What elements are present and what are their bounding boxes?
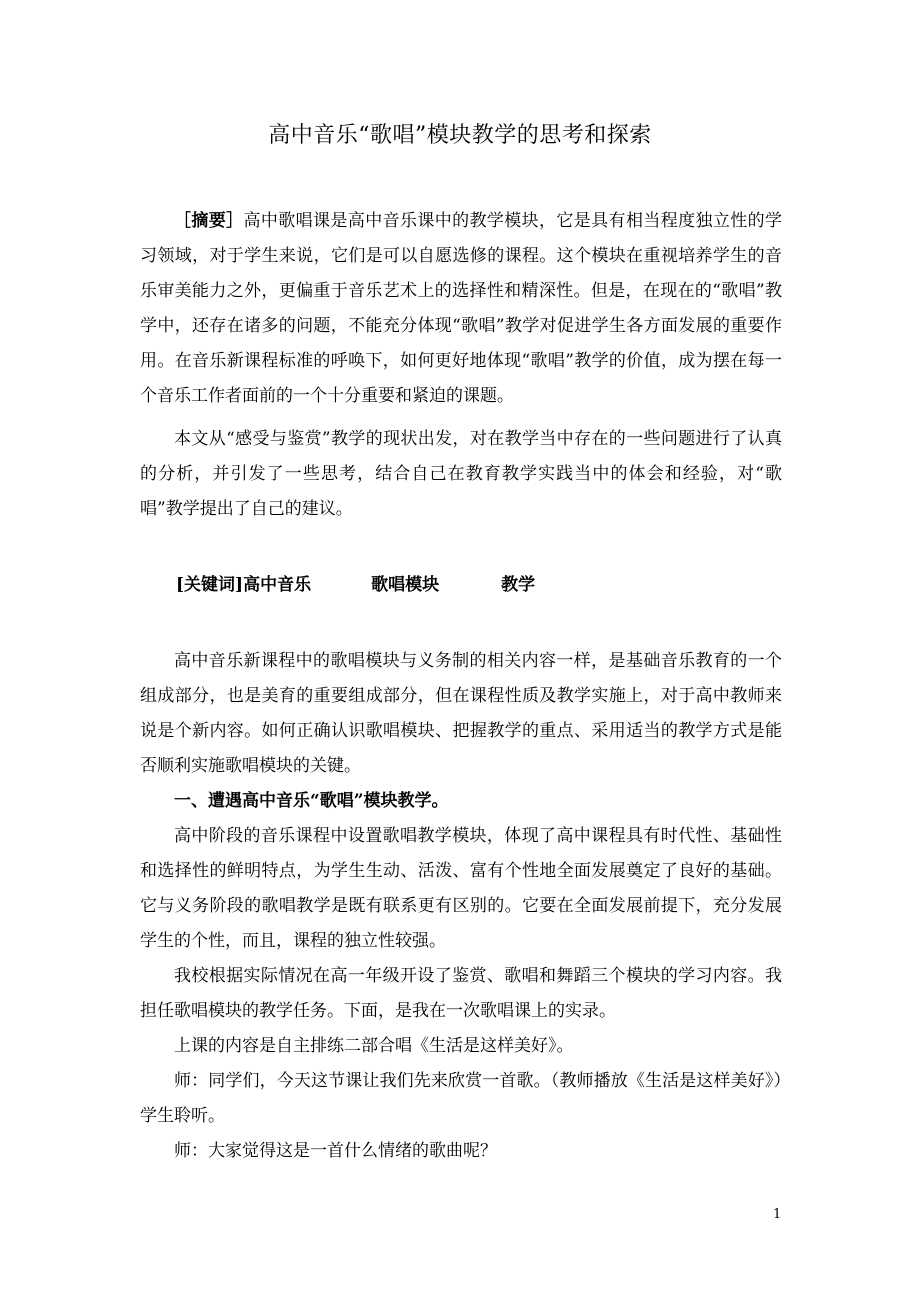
body-paragraph: 高中音乐新课程中的歌唱模块与义务制的相关内容一样，是基础音乐教育的一个组成部分，也是美育的重要组成部分，但在课程性质及教学实施上，对于高中教师来说是个新内容。如何正确认识歌唱模块、把握教学的重点、采用适当的教学方式是能否顺利实施歌唱模块的关键。 (140, 651, 782, 776)
body-paragraph: 高中阶段的音乐课程中设置歌唱教学模块，体现了高中课程具有时代性、基础性和选择性的鲜明特点，为学生生动、活泼、富有个性地全面发展奠定了良好的基础。它与义务阶段的歌唱教学是既有联系更有区别的。它要在全面发展前提下，充分发展学生的个性，而且，课程的独立性较强。 (140, 826, 782, 951)
intro-paragraph: 本文从“感受与鉴赏”教学的现状出发，对在教学当中存在的一些问题进行了认真的分析，并引发了一些思考，结合自己在教育教学实践当中的体会和经验，对“歌唱”教学提出了自己的建议。 (140, 429, 782, 519)
keyword-item: 高中音乐 (243, 575, 312, 595)
keyword-item: 歌唱模块 (371, 575, 440, 595)
body-paragraph: 我校根据实际情况在高一年级开设了鉴赏、歌唱和舞蹈三个模块的学习内容。我担任歌唱模块的教学任务。下面，是我在一次歌唱课上的实录。 (140, 966, 782, 1021)
dialogue-paragraph: 师：同学们，今天这节课让我们先来欣赏一首歌。（教师播放《生活是这样美好》）学生聆听。 (140, 1071, 782, 1126)
keywords-label: [关键词] (176, 575, 244, 595)
page-number: 1 (773, 1207, 782, 1222)
document-title: 高中音乐“歌唱”模块教学的思考和探索 (268, 123, 652, 148)
intro-section (140, 422, 782, 527)
abstract-paragraph (140, 204, 782, 414)
keyword-item: 教学 (501, 575, 536, 595)
keywords-line (176, 568, 535, 603)
abstract-label: ［摘要］ (174, 211, 244, 231)
body-section (140, 644, 782, 1169)
body-paragraph: 上课的内容是自主排练二部合唱《生活是这样美好》。 (174, 1036, 574, 1056)
section-heading: 一、遭遇高中音乐“歌唱”模块教学。 (174, 791, 449, 811)
abstract-section (140, 204, 782, 414)
abstract-text: 高中歌唱课是高中音乐课中的教学模块，它是具有相当程度独立性的学习领域，对于学生来说，它们是可以自愿选修的课程。这个模块在重视培养学生的音乐审美能力之外，更偏重于音乐艺术上的选择性和精深性。但是，在现在的“歌唱”教学中，还存在诸多的问题，不能充分体现“歌唱”教学对促进学生各方面发展的重要作用。在音乐新课程标准的呼唤下，如何更好地体现“歌唱”教学的价值，成为摆在每一个音乐工作者面前的一个十分重要和紧迫的课题。 (140, 211, 783, 406)
dialogue-paragraph: 师：大家觉得这是一首什么情绪的歌曲呢？ (174, 1141, 497, 1161)
